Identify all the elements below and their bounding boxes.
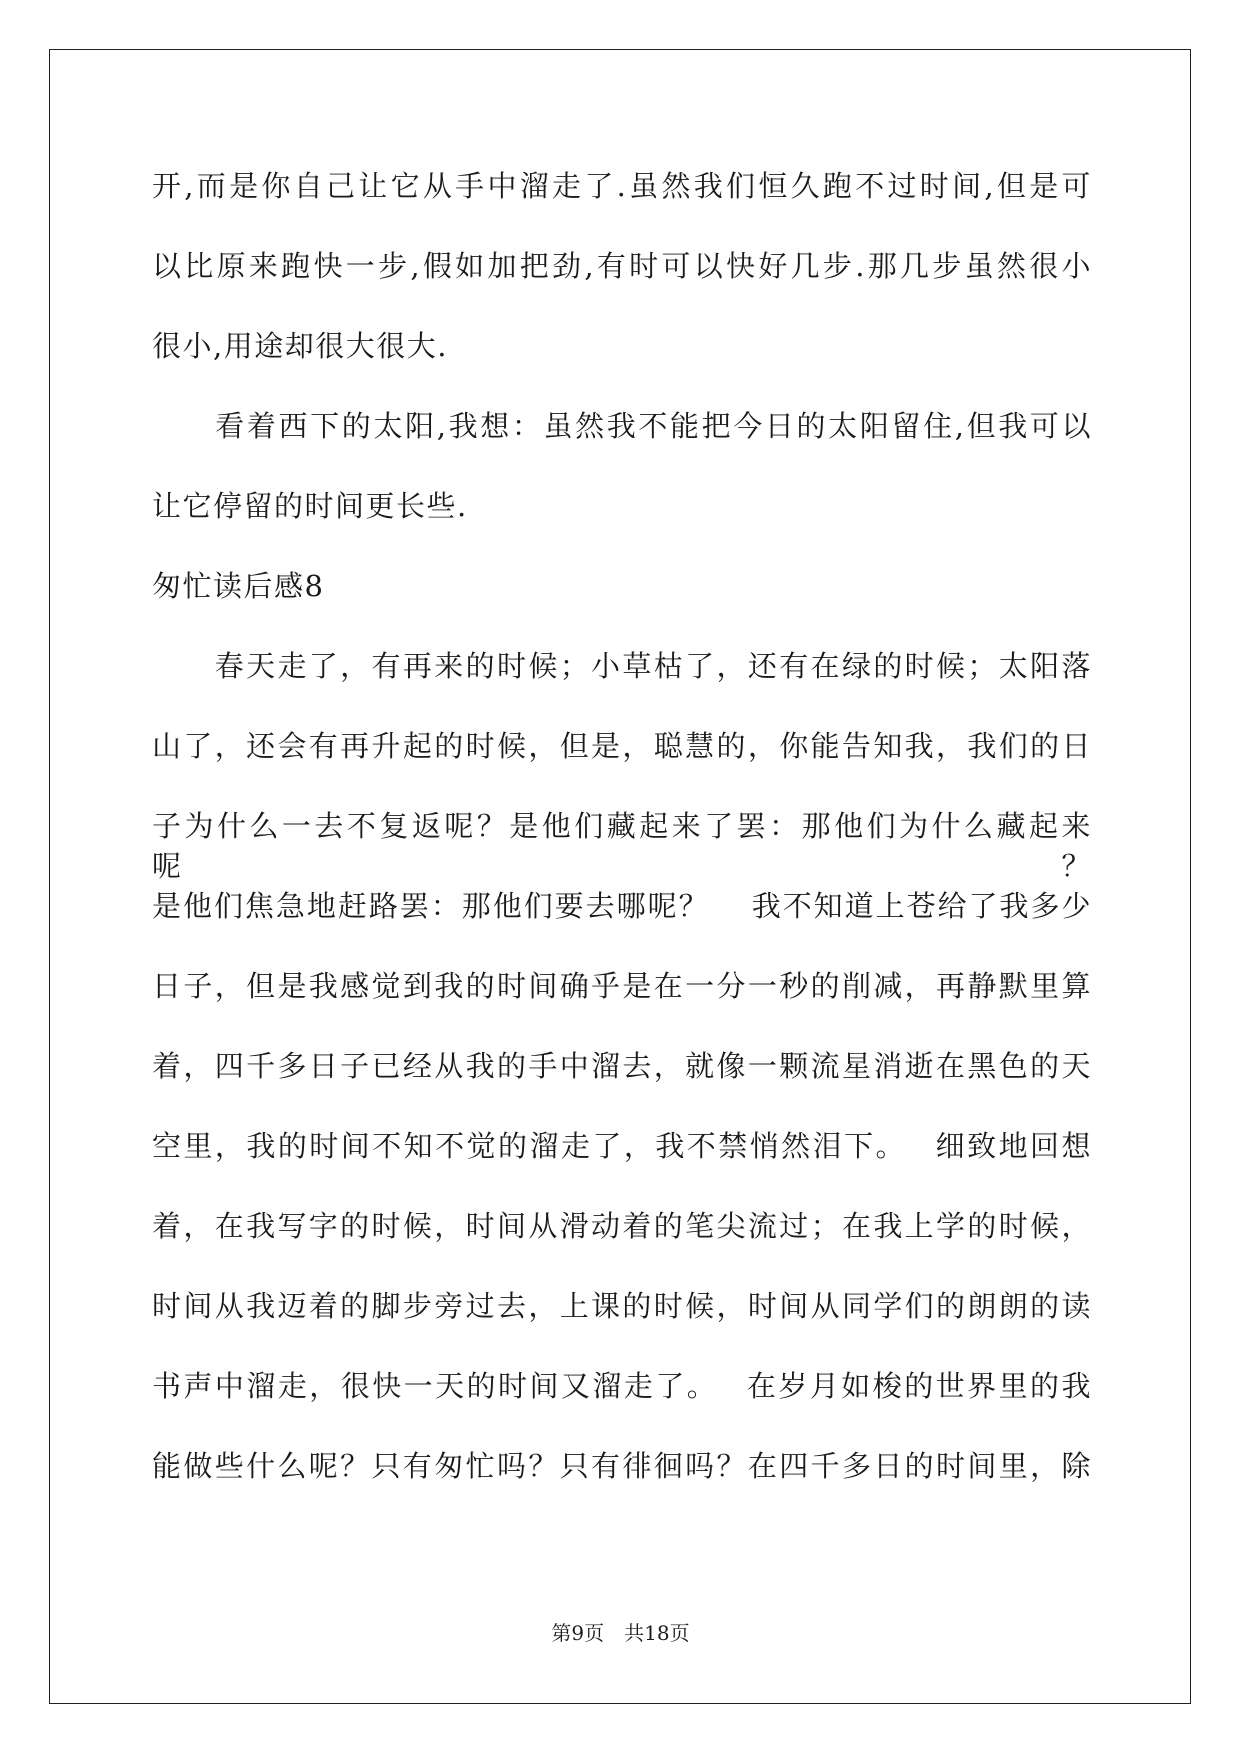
body-line-9: 子为什么一去不复返呢？是他们藏起来了罢：那他们为什么藏起来呢？ [152, 809, 1092, 883]
body-line-1: 开,而是你自己让它从手中溜走了.虽然我们恒久跑不过时间,但是可 [152, 169, 1092, 203]
section-heading: 匆忙读后感8 [152, 569, 325, 603]
body-line-14: 着，在我写字的时候，时间从滑动着的笔尖流过；在我上学的时候， [152, 1209, 1092, 1243]
body-line-4: 看着西下的太阳,我想：虽然我不能把今日的太阳留住,但我可以 [152, 409, 1092, 443]
body-line-7: 春天走了，有再来的时候；小草枯了，还有在绿的时候；太阳落 [152, 649, 1092, 683]
page-footer: 第9页 共18页 [551, 1621, 690, 1645]
body-line-13: 空里，我的时间不知不觉的溜走了，我不禁悄然泪下。 细致地回想 [152, 1129, 1092, 1163]
body-line-2: 以比原来跑快一步,假如加把劲,有时可以快好几步.那几步虽然很小 [152, 249, 1092, 283]
body-line-10: 是他们焦急地赶路罢：那他们要去哪呢？ 我不知道上苍给了我多少 [152, 889, 1092, 923]
body-line-5: 让它停留的时间更长些. [152, 489, 468, 523]
body-line-17: 能做些什么呢？只有匆忙吗？只有徘徊吗？在四千多日的时间里，除 [152, 1449, 1092, 1483]
body-line-8: 山了，还会有再升起的时候，但是，聪慧的，你能告知我，我们的日 [152, 729, 1092, 763]
body-line-15: 时间从我迈着的脚步旁过去，上课的时候，时间从同学们的朗朗的读 [152, 1289, 1092, 1323]
body-line-16: 书声中溜走，很快一天的时间又溜走了。 在岁月如梭的世界里的我 [152, 1369, 1092, 1403]
body-line-11: 日子，但是我感觉到我的时间确乎是在一分一秒的削减，再静默里算 [152, 969, 1092, 1003]
body-line-12: 着，四千多日子已经从我的手中溜去，就像一颗流星消逝在黑色的天 [152, 1049, 1092, 1083]
body-line-3: 很小,用途却很大很大. [152, 329, 448, 363]
